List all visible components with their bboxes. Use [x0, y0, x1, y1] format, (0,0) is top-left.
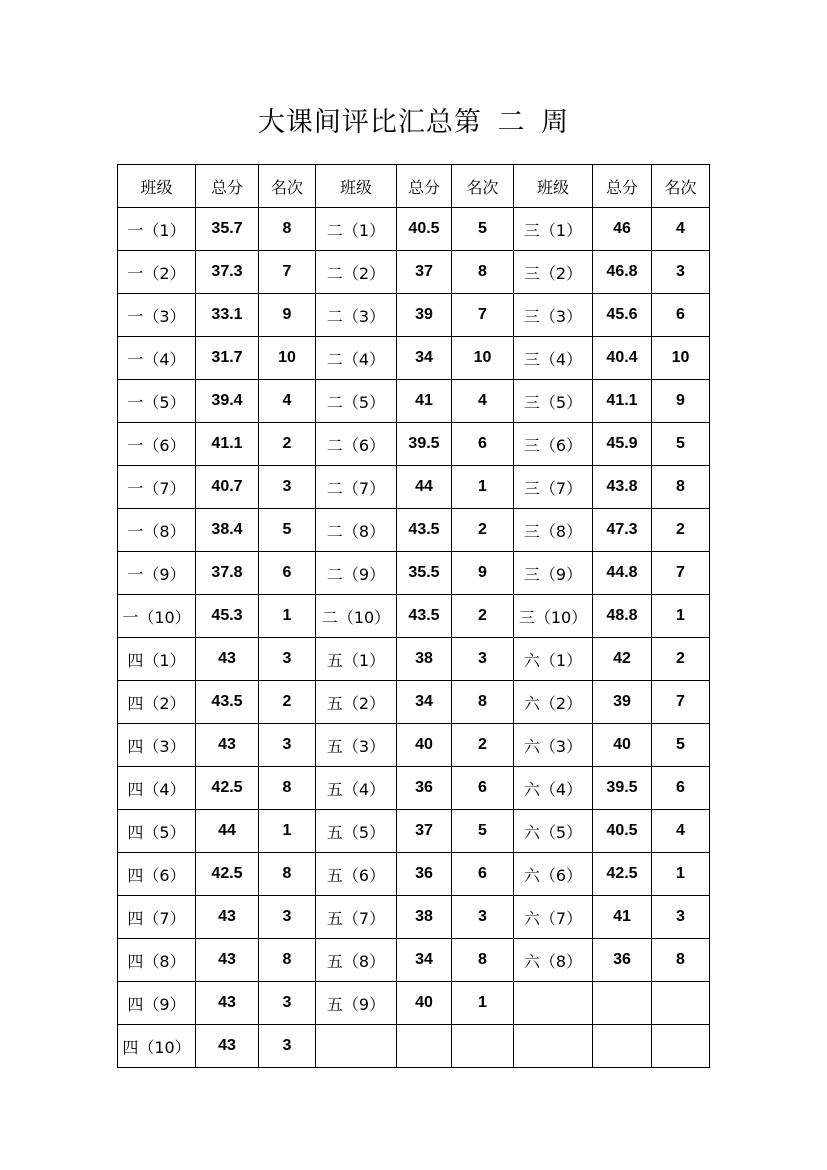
rank-cell: 6	[259, 552, 316, 595]
score-cell: 39	[397, 294, 452, 337]
score-cell: 45.3	[196, 595, 259, 638]
rank-cell: 2	[259, 681, 316, 724]
class-cell: 五（1）	[316, 638, 397, 681]
score-cell: 40.5	[593, 810, 652, 853]
header-rank: 名次	[652, 165, 710, 208]
table-row	[118, 595, 710, 638]
rank-cell: 3	[652, 251, 710, 294]
class-cell: 六（2）	[514, 681, 593, 724]
table-row	[118, 1025, 710, 1068]
table-row	[118, 896, 710, 939]
rank-cell: 8	[452, 939, 514, 982]
table-row	[118, 509, 710, 552]
class-cell: 一（10）	[118, 595, 196, 638]
class-cell: 四（6）	[118, 853, 196, 896]
header-class: 班级	[118, 165, 196, 208]
table-row	[118, 208, 710, 251]
score-cell: 40.4	[593, 337, 652, 380]
score-cell: 39.5	[593, 767, 652, 810]
rank-cell: 3	[259, 896, 316, 939]
header-rank: 名次	[452, 165, 514, 208]
class-cell: 一（3）	[118, 294, 196, 337]
class-cell: 六（8）	[514, 939, 593, 982]
rank-cell: 8	[259, 208, 316, 251]
class-cell: 四（10）	[118, 1025, 196, 1068]
score-cell: 43.8	[593, 466, 652, 509]
score-cell: 43	[196, 724, 259, 767]
rank-cell: 9	[452, 552, 514, 595]
table-row	[118, 982, 710, 1025]
class-cell: 一（7）	[118, 466, 196, 509]
rank-cell: 4	[652, 810, 710, 853]
rank-cell: 3	[259, 982, 316, 1025]
class-cell	[514, 1025, 593, 1068]
rank-cell: 5	[259, 509, 316, 552]
table-row	[118, 337, 710, 380]
score-cell: 34	[397, 939, 452, 982]
rank-cell: 3	[652, 896, 710, 939]
score-cell	[593, 982, 652, 1025]
class-cell: 五（3）	[316, 724, 397, 767]
rank-cell: 8	[259, 853, 316, 896]
table-row	[118, 853, 710, 896]
rank-cell: 3	[259, 724, 316, 767]
score-cell: 41.1	[196, 423, 259, 466]
table-row	[118, 939, 710, 982]
rank-cell: 10	[652, 337, 710, 380]
class-cell: 二（4）	[316, 337, 397, 380]
class-cell: 六（6）	[514, 853, 593, 896]
table-row	[118, 294, 710, 337]
class-cell: 六（5）	[514, 810, 593, 853]
score-cell: 35.7	[196, 208, 259, 251]
class-cell: 三（7）	[514, 466, 593, 509]
score-cell: 41.1	[593, 380, 652, 423]
rank-cell: 6	[452, 423, 514, 466]
rank-cell: 6	[452, 767, 514, 810]
class-cell: 五（4）	[316, 767, 397, 810]
rank-cell: 1	[259, 595, 316, 638]
rank-cell: 2	[652, 638, 710, 681]
class-cell: 一（4）	[118, 337, 196, 380]
score-cell: 43	[196, 982, 259, 1025]
score-cell: 44.8	[593, 552, 652, 595]
class-cell: 二（10）	[316, 595, 397, 638]
rank-cell: 1	[259, 810, 316, 853]
score-cell: 46.8	[593, 251, 652, 294]
table-row	[118, 552, 710, 595]
class-cell: 二（6）	[316, 423, 397, 466]
score-cell: 34	[397, 681, 452, 724]
rank-cell: 10	[259, 337, 316, 380]
class-cell: 四（8）	[118, 939, 196, 982]
rank-cell: 7	[452, 294, 514, 337]
score-cell: 33.1	[196, 294, 259, 337]
table-row	[118, 724, 710, 767]
class-cell	[316, 1025, 397, 1068]
score-cell: 43.5	[397, 509, 452, 552]
class-cell: 四（4）	[118, 767, 196, 810]
table-row	[118, 423, 710, 466]
rank-cell: 5	[652, 423, 710, 466]
table-row	[118, 466, 710, 509]
table-row	[118, 681, 710, 724]
table-row	[118, 638, 710, 681]
rank-cell: 1	[652, 595, 710, 638]
score-cell: 45.9	[593, 423, 652, 466]
score-cell: 37.8	[196, 552, 259, 595]
table-row	[118, 767, 710, 810]
rank-cell: 1	[452, 982, 514, 1025]
score-cell: 41	[397, 380, 452, 423]
class-cell: 五（2）	[316, 681, 397, 724]
score-cell: 45.6	[593, 294, 652, 337]
score-cell: 44	[196, 810, 259, 853]
score-cell: 40.5	[397, 208, 452, 251]
score-cell: 34	[397, 337, 452, 380]
rank-cell: 2	[452, 595, 514, 638]
rank-cell: 6	[652, 767, 710, 810]
score-cell: 39.4	[196, 380, 259, 423]
rank-cell: 7	[652, 552, 710, 595]
rank-cell: 10	[452, 337, 514, 380]
table-body	[118, 208, 710, 1068]
class-cell: 三（6）	[514, 423, 593, 466]
rank-cell: 9	[259, 294, 316, 337]
score-cell: 38.4	[196, 509, 259, 552]
score-cell: 37	[397, 810, 452, 853]
score-cell: 48.8	[593, 595, 652, 638]
score-cell	[593, 1025, 652, 1068]
rank-cell: 2	[652, 509, 710, 552]
rank-cell: 6	[452, 853, 514, 896]
class-cell: 六（3）	[514, 724, 593, 767]
score-cell: 40	[593, 724, 652, 767]
rank-cell: 8	[259, 939, 316, 982]
score-cell: 43.5	[397, 595, 452, 638]
class-cell: 六（1）	[514, 638, 593, 681]
rank-cell: 9	[652, 380, 710, 423]
class-cell: 一（5）	[118, 380, 196, 423]
rank-cell	[452, 1025, 514, 1068]
score-cell: 40.7	[196, 466, 259, 509]
score-cell: 37.3	[196, 251, 259, 294]
rank-cell: 8	[452, 251, 514, 294]
score-cell	[397, 1025, 452, 1068]
class-cell: 一（1）	[118, 208, 196, 251]
class-cell: 二（5）	[316, 380, 397, 423]
rank-cell: 8	[652, 466, 710, 509]
rank-cell: 5	[452, 208, 514, 251]
score-cell: 40	[397, 982, 452, 1025]
table-row	[118, 810, 710, 853]
score-cell: 38	[397, 896, 452, 939]
class-cell: 五（8）	[316, 939, 397, 982]
score-cell: 43	[196, 638, 259, 681]
class-cell: 一（9）	[118, 552, 196, 595]
rank-cell: 2	[452, 724, 514, 767]
score-cell: 35.5	[397, 552, 452, 595]
class-cell: 五（9）	[316, 982, 397, 1025]
class-cell: 六（4）	[514, 767, 593, 810]
class-cell: 三（10）	[514, 595, 593, 638]
rank-cell: 7	[652, 681, 710, 724]
header-row	[118, 165, 710, 208]
header-score: 总分	[397, 165, 452, 208]
class-cell: 二（7）	[316, 466, 397, 509]
score-cell: 42.5	[196, 853, 259, 896]
table-row	[118, 380, 710, 423]
score-cell: 43.5	[196, 681, 259, 724]
class-cell: 三（9）	[514, 552, 593, 595]
header-class: 班级	[316, 165, 397, 208]
rank-cell: 1	[452, 466, 514, 509]
score-cell: 31.7	[196, 337, 259, 380]
class-cell: 五（5）	[316, 810, 397, 853]
rank-cell: 2	[259, 423, 316, 466]
class-cell: 四（9）	[118, 982, 196, 1025]
class-cell: 四（5）	[118, 810, 196, 853]
rank-cell: 5	[652, 724, 710, 767]
header-score: 总分	[196, 165, 259, 208]
class-cell: 二（3）	[316, 294, 397, 337]
class-cell: 三（4）	[514, 337, 593, 380]
score-cell: 42.5	[593, 853, 652, 896]
rank-cell: 6	[652, 294, 710, 337]
rank-cell: 3	[259, 638, 316, 681]
rank-cell: 3	[452, 638, 514, 681]
score-cell: 36	[593, 939, 652, 982]
rank-cell: 4	[259, 380, 316, 423]
score-cell: 39.5	[397, 423, 452, 466]
class-cell: 四（3）	[118, 724, 196, 767]
score-cell: 42	[593, 638, 652, 681]
rank-cell: 8	[259, 767, 316, 810]
score-cell: 47.3	[593, 509, 652, 552]
score-cell: 41	[593, 896, 652, 939]
score-cell: 39	[593, 681, 652, 724]
score-cell: 36	[397, 767, 452, 810]
class-cell: 二（9）	[316, 552, 397, 595]
header-rank: 名次	[259, 165, 316, 208]
table-row	[118, 251, 710, 294]
score-cell: 43	[196, 1025, 259, 1068]
rank-cell	[652, 982, 710, 1025]
header-score: 总分	[593, 165, 652, 208]
class-cell: 四（1）	[118, 638, 196, 681]
score-cell: 44	[397, 466, 452, 509]
class-cell: 一（8）	[118, 509, 196, 552]
score-cell: 43	[196, 896, 259, 939]
class-cell: 二（8）	[316, 509, 397, 552]
score-cell: 42.5	[196, 767, 259, 810]
class-cell: 五（6）	[316, 853, 397, 896]
score-cell: 37	[397, 251, 452, 294]
class-cell: 一（6）	[118, 423, 196, 466]
class-cell: 二（1）	[316, 208, 397, 251]
score-cell: 40	[397, 724, 452, 767]
class-cell: 一（2）	[118, 251, 196, 294]
class-cell: 三（8）	[514, 509, 593, 552]
header-class: 班级	[514, 165, 593, 208]
summary-table	[117, 164, 710, 1068]
score-cell: 36	[397, 853, 452, 896]
class-cell: 二（2）	[316, 251, 397, 294]
class-cell: 五（7）	[316, 896, 397, 939]
class-cell: 三（1）	[514, 208, 593, 251]
rank-cell: 7	[259, 251, 316, 294]
rank-cell: 8	[652, 939, 710, 982]
rank-cell: 2	[452, 509, 514, 552]
score-cell: 43	[196, 939, 259, 982]
score-cell: 46	[593, 208, 652, 251]
rank-cell: 4	[452, 380, 514, 423]
class-cell	[514, 982, 593, 1025]
rank-cell: 3	[452, 896, 514, 939]
class-cell: 四（7）	[118, 896, 196, 939]
class-cell: 三（5）	[514, 380, 593, 423]
class-cell: 四（2）	[118, 681, 196, 724]
class-cell: 三（3）	[514, 294, 593, 337]
rank-cell: 1	[652, 853, 710, 896]
rank-cell: 4	[652, 208, 710, 251]
class-cell: 六（7）	[514, 896, 593, 939]
class-cell: 三（2）	[514, 251, 593, 294]
page-title: 大课间评比汇总第 二 周	[257, 107, 570, 138]
rank-cell: 5	[452, 810, 514, 853]
score-cell: 38	[397, 638, 452, 681]
rank-cell: 8	[452, 681, 514, 724]
rank-cell: 3	[259, 466, 316, 509]
rank-cell: 3	[259, 1025, 316, 1068]
rank-cell	[652, 1025, 710, 1068]
